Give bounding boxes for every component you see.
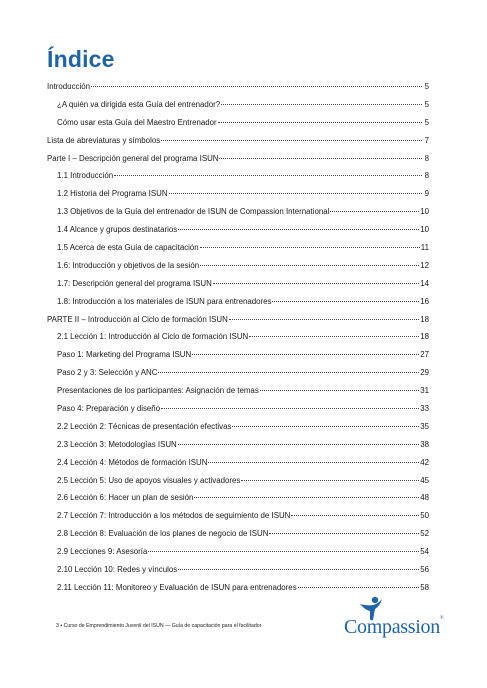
toc-entry[interactable] <box>47 436 429 454</box>
toc-entry-title: 2.10 Lección 10: Redes y vínculos <box>57 565 178 575</box>
toc-leader-dots <box>192 354 419 355</box>
toc-leader-dots <box>178 229 419 230</box>
toc-entry-page: 10 <box>420 225 429 235</box>
toc-leader-dots <box>269 533 419 534</box>
toc-entry-title: 1.3 Objetivos de la Guía del entrenador de ISUN de Compassion International <box>57 207 330 217</box>
toc-entry-title: Presentaciones de los participantes: Asignación de temas <box>57 386 259 396</box>
toc-entry[interactable] <box>47 239 429 257</box>
toc-leader-dots <box>221 104 422 105</box>
toc-leader-dots <box>200 265 419 266</box>
toc-entry-page: 10 <box>420 207 429 217</box>
toc-entry-page: 54 <box>420 547 429 557</box>
toc-entry-page: 56 <box>420 565 429 575</box>
toc-entry-title: 2.7 Lección 7: Introducción a los métodos de seguimiento de ISUN <box>57 511 291 521</box>
toc-entry[interactable] <box>47 257 429 275</box>
toc-leader-dots <box>330 211 419 212</box>
toc-entry-title: 1.4 Alcance y grupos destinatarios <box>57 225 178 235</box>
toc-entry-page: 27 <box>420 350 429 360</box>
toc-entry[interactable] <box>47 203 429 221</box>
toc-entry[interactable] <box>47 96 429 114</box>
toc-entry-page: 18 <box>420 314 429 324</box>
toc-leader-dots <box>114 175 422 176</box>
toc-entry[interactable] <box>47 543 429 561</box>
toc-entry-page: 29 <box>420 368 429 378</box>
toc-entry-title: Paso 4: Preparación y diseño <box>57 404 161 414</box>
toc-entry-title: 2.11 Lección 11: Monitoreo y Evaluación de ISUN para entrenadores <box>57 582 297 592</box>
toc-entry-page: 12 <box>420 260 429 270</box>
toc-entry-page: 42 <box>420 457 429 467</box>
toc-entry-page: 16 <box>420 296 429 306</box>
toc-entry-title: Paso 1: Marketing del Programa ISUN <box>57 350 192 360</box>
toc-entry-title: 1.7: Descripción general del programa ISUN <box>57 278 212 288</box>
toc-entry-title: Cómo usar esta Guía del Maestro Entrenador <box>57 117 217 127</box>
toc-leader-dots <box>260 390 419 391</box>
toc-entry-page: 45 <box>420 475 429 485</box>
toc-entry[interactable] <box>47 507 429 525</box>
toc-entry-title: 2.8 Lección 8: Evaluación de los planes de negocio de ISUN <box>57 529 269 539</box>
toc-entry[interactable] <box>47 78 429 96</box>
toc-entry-page: 38 <box>420 439 429 449</box>
toc-entry-page: 11 <box>420 243 429 253</box>
toc-leader-dots <box>291 515 419 516</box>
toc-entry[interactable] <box>47 293 429 311</box>
toc-entry-title: 2.2 Lección 2: Técnicas de presentación efectivas <box>57 421 232 431</box>
toc-entry[interactable] <box>47 418 429 436</box>
toc-leader-dots <box>208 462 419 463</box>
toc-entry-title: 1.5 Acerca de esta Guía de capacitación <box>57 243 199 253</box>
toc-entry-title: 1.2 Historia del Programa ISUN <box>57 189 168 199</box>
logo-wordmark <box>344 616 443 639</box>
toc-entry[interactable] <box>47 472 429 490</box>
toc-leader-dots <box>219 158 422 159</box>
toc-leader-dots <box>229 319 419 320</box>
toc-leader-dots <box>178 569 419 570</box>
toc-entry-page: 52 <box>420 529 429 539</box>
toc-leader-dots <box>298 587 420 588</box>
toc-entry-title: 1.6: Introducción y objetivos de la sesión <box>57 260 200 270</box>
toc-leader-dots <box>148 551 419 552</box>
toc-entry[interactable] <box>47 346 429 364</box>
toc-entry-title: Paso 2 y 3: Selección y ANC <box>57 368 158 378</box>
toc-entry-page: 5 <box>424 99 429 109</box>
toc-entry[interactable] <box>47 489 429 507</box>
toc-entry-page: 8 <box>424 171 429 181</box>
toc-entry-title: ¿A quién va dirigida esta Guía del entrenador? <box>57 99 221 109</box>
toc-entry[interactable] <box>47 364 429 382</box>
toc-entry-page: 14 <box>420 278 429 288</box>
toc-leader-dots <box>169 193 422 194</box>
toc-leader-dots <box>200 247 420 248</box>
toc-entry[interactable] <box>47 328 429 346</box>
toc-entry-page: 7 <box>424 135 429 145</box>
logo-registered-mark: ® <box>439 616 444 621</box>
toc-leader-dots <box>194 497 419 498</box>
toc-leader-dots <box>213 283 419 284</box>
toc-entry-title: 2.3 Lección 3: Metodologías ISUN <box>57 439 177 449</box>
toc-entry-page: 9 <box>424 189 429 199</box>
toc-entry[interactable] <box>47 167 429 185</box>
toc-entry[interactable] <box>47 311 429 329</box>
page-title: Índice <box>47 46 115 72</box>
toc-entry-title: Introducción <box>47 82 90 91</box>
page-footer: 3 • Curso de Emprendimiento Juvenil del ISUN — Guía de capacitación para el facilitador <box>56 623 262 629</box>
toc-entry[interactable] <box>47 454 429 472</box>
toc-entry[interactable] <box>47 275 429 293</box>
toc-entry-page: 31 <box>420 386 429 396</box>
toc-leader-dots <box>218 122 422 123</box>
toc-entry-title: 2.6 Lección 6: Hacer un plan de sesión <box>57 493 194 503</box>
toc-leader-dots <box>161 140 422 141</box>
toc-entry[interactable] <box>47 579 429 597</box>
toc-entry-title: Parte I – Descripción general del programa ISUN <box>47 153 219 163</box>
toc-entry-title: Lista de abreviaturas y símbolos <box>47 135 161 145</box>
toc-leader-dots <box>232 426 419 427</box>
toc-leader-dots <box>178 444 419 445</box>
logo-text: Compassion <box>344 616 440 638</box>
toc-entry-page: 18 <box>420 332 429 342</box>
toc-entry[interactable] <box>47 114 429 132</box>
toc-leader-dots <box>158 372 419 373</box>
toc-entry-page: 5 <box>424 117 429 127</box>
toc-leader-dots <box>272 301 419 302</box>
toc-entry-page: 58 <box>420 582 429 592</box>
toc-entry-page: 35 <box>420 421 429 431</box>
toc-entry[interactable] <box>47 185 429 203</box>
toc-entry-title: 2.9 Lecciones 9: Asesoría <box>57 547 148 557</box>
toc-entry[interactable] <box>47 525 429 543</box>
toc-leader-dots <box>161 408 419 409</box>
toc-entry-page: 33 <box>420 404 429 414</box>
toc-entry-page: 50 <box>420 511 429 521</box>
toc-entry-title: 1.1 Introducción <box>57 171 114 181</box>
toc-entry[interactable] <box>47 221 429 239</box>
toc-leader-dots <box>91 86 422 87</box>
toc-entry-page: 8 <box>424 153 429 163</box>
toc-entry[interactable] <box>47 561 429 579</box>
table-of-contents <box>47 78 429 597</box>
toc-entry[interactable] <box>47 132 429 150</box>
toc-entry-title: PARTE II – Introducción al Ciclo de formación ISUN <box>47 314 228 324</box>
toc-entry-title: 2.1 Lección 1: Introducción al Ciclo de formación ISUN <box>57 332 249 342</box>
toc-leader-dots <box>249 336 419 337</box>
toc-entry[interactable] <box>47 400 429 418</box>
toc-leader-dots <box>241 480 419 481</box>
toc-entry[interactable] <box>47 382 429 400</box>
toc-entry-title: 2.5 Lección 5: Uso de apoyos visuales y activadores <box>57 475 241 485</box>
toc-entry[interactable] <box>47 150 429 168</box>
toc-entry-page: 5 <box>424 82 429 91</box>
toc-entry-title: 2.4 Lección 4: Métodos de formación ISUN <box>57 457 208 467</box>
toc-entry-page: 48 <box>420 493 429 503</box>
toc-entry-title: 1.8: Introducción a los materiales de ISUN para entrenadores <box>57 296 272 306</box>
